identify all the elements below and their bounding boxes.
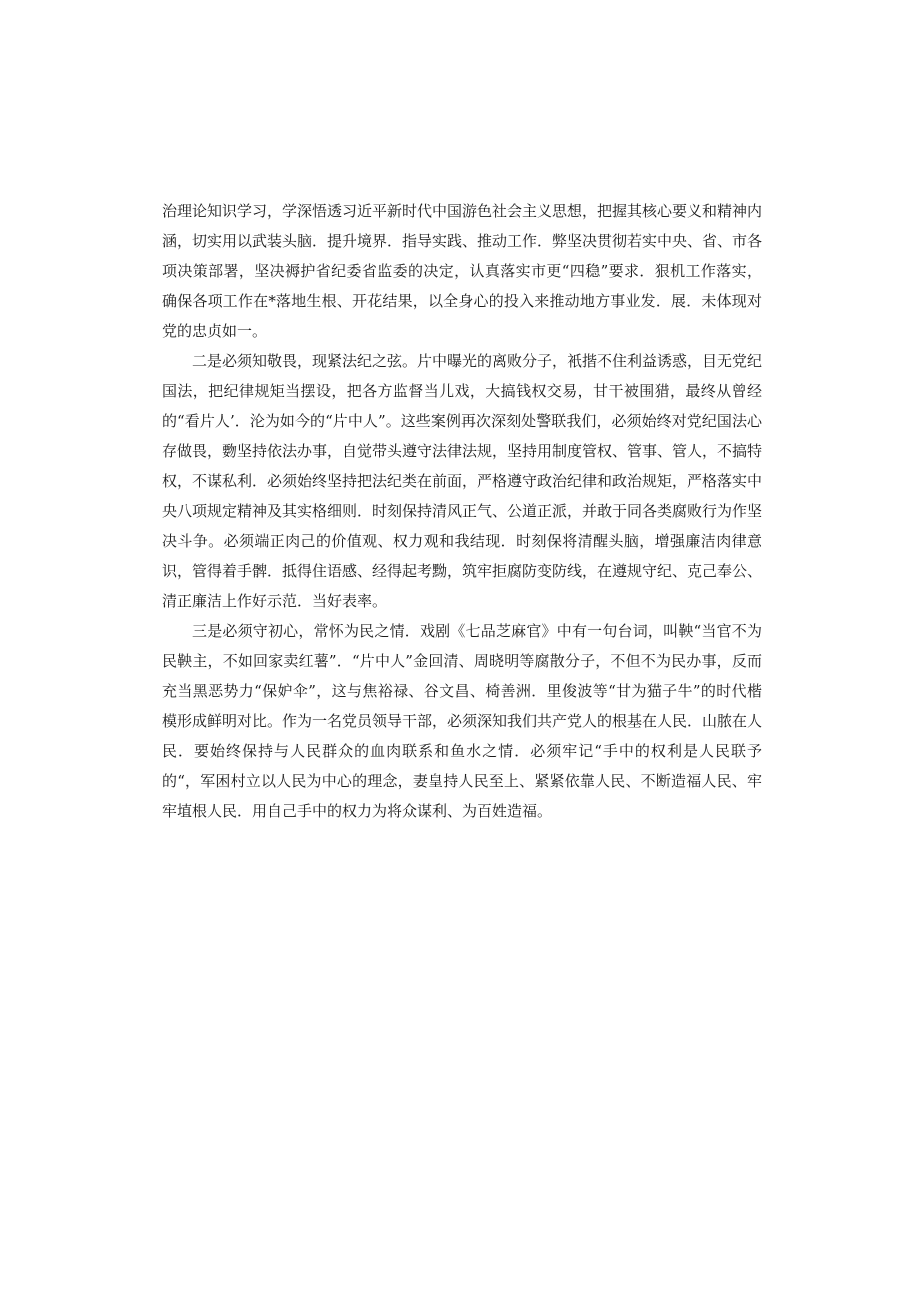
paragraph-3: 三是必须守初心，常怀为民之情．戏剧《七品芝麻官》中有一句台词，叫鞅“当官不为民鞅主，不如回家卖红薯”．“片中人”金回清、周晓明等腐散分子，不但不为民办事，反而充当黑恶势力“保妒伞”，这与焦裕禄、谷文昌、椅善洲．里俊波等“甘为猫子牛”的时代楷模形成鲜明对比。作为一名党员领导干部，必须深知我们共产党人的根基在人民．山脓在人民．要始终保持与人民群众的血肉联系和鱼水之情．必须牢记“手中的权利是人民联予的“，军困村立以人民为中心的理念，妻皇持人民至上、紧紧依靠人民、不断造福人民、牢牢埴根人民．用自己手中的权力为将众谋利、为百姓造福。 [162,622,763,820]
document-body [162,196,762,826]
paragraph-1: 治理论知识学习，学深悟透习近平新时代中国游色社会主义思想，把握其核心要义和精神内涵，切实用以武装头脑．提升境界．指导实践、推动工作．弊坚决贯彻若实中央、省、市各项决策部署，坚决褥护省纪委省监委的决定，认真落实市更“四稳”要求．狠机工作落实，确保各项工作在*落地生根、开花结果，以全身心的投入来推动地方事业发．展．未体现对党的忠贞如一。 [162,202,763,340]
paragraph-2: 二是必须知敬畏，现紧法纪之弦。片中曝光的离败分子，衹揩不住利益诱惑，目无党纪国法，把纪律规矩当摆设，把各方监督当儿戏，大搞钱权交易，甘干被围猎，最终从曾经的“看片人’．沦为如今的“片中人”。这些案例再次深刻处警联我们，必须始终对党纪国法心存做畏，覅坚持依法办事，自觉带头遵守法律法规，坚持用制度管权、管事、管人，不搞特权，不谋私利．必须始终坚持把法纪类在前面，严格遵守政治纪律和政治规矩，严格落实中央八项规定精神及其实格细则．时刻保持清风正气、公道正派，并敢于同各类腐败行为作坚决斗争。必须端正肉己的价值观、权力观和我结现．时刻保将清醒头脑，增强廉洁肉律意识，管得着手髀．抵得住语感、经得起考黝，筑牢拒腐防变防线，在遵规守纪、克己奉公、清正廉洁上作好示范．当好表率。 [162,352,763,610]
